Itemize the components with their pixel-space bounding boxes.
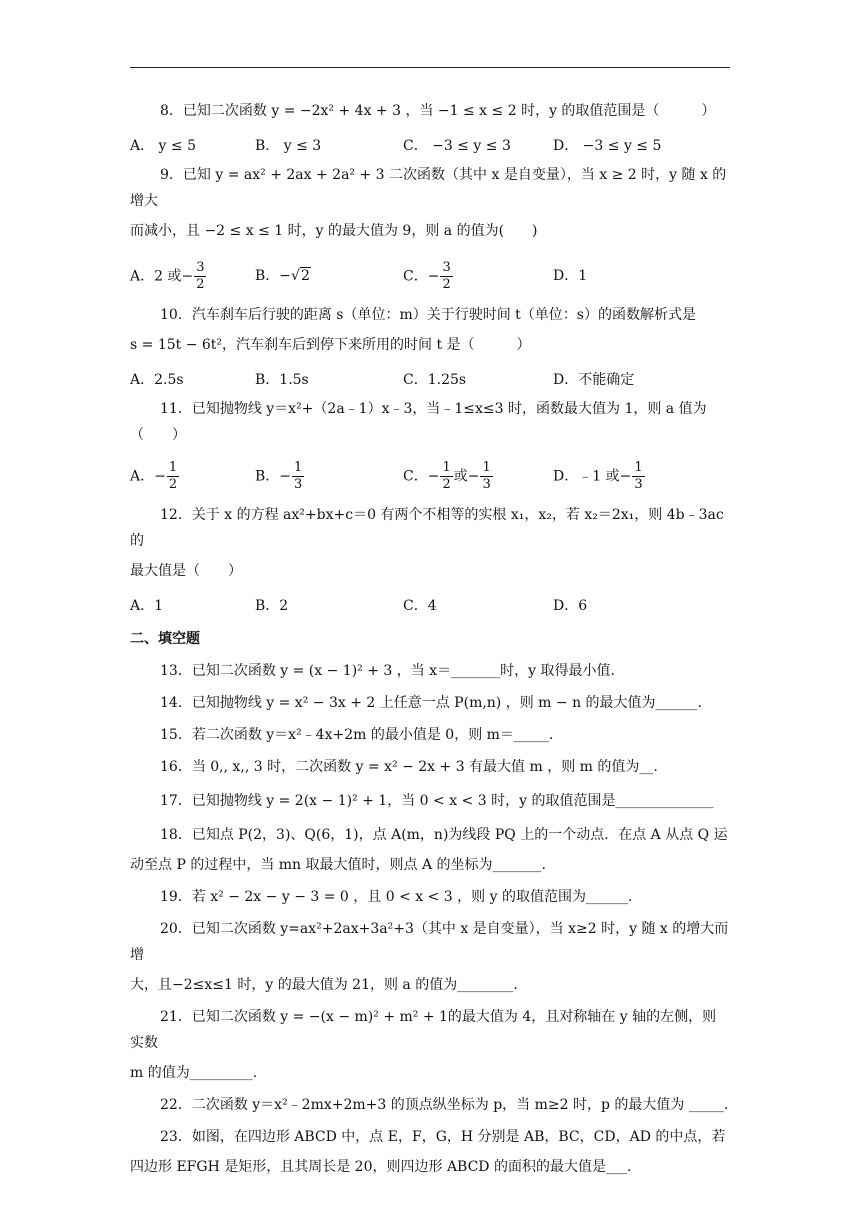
option-c: C． −3 ≤ y ≤ 3 <box>403 138 511 154</box>
question-16: 16．当 0,, x,, 3 时，二次函数 y = x² − 2x + 3 有最大值 m ，则 m 的值为__. <box>160 759 658 775</box>
fraction: $\frac{1}{2}$ <box>442 459 451 492</box>
question-21-line1: 21．已知二次函数 y = −(x − m)² + m² + 1的最大值为 4，且对称轴在 y 轴的左侧，则实数 <box>130 1009 717 1051</box>
document-body <box>130 98 730 1180</box>
fraction: $\frac{1}{2}$ <box>168 459 178 492</box>
question-18-line1: 18．已知点 P(2，3)、Q(6，1)，点 A(m，n)为线段 PQ 上的一个动点．在点 A 从点 Q 运 <box>160 827 728 843</box>
option-a: A．1 <box>130 598 164 614</box>
question-12-stem-line2: 最大值是（ ） <box>130 563 242 579</box>
option-c: C．1.25s <box>403 372 467 388</box>
fraction: $\frac{1}{3}$ <box>634 459 643 492</box>
question-8-stem: 8．已知二次函数 y = −2x² + 4x + 3 ，当 −1 ≤ x ≤ 2 时，y 的取值范围是（ ） <box>160 103 716 119</box>
fraction: $\frac{1}{3}$ <box>294 459 303 492</box>
question-23-line2: 四边形 EFGH 是矩形，且其周长是 20，则四边形 ABCD 的面积的最大值是___. <box>130 1159 632 1175</box>
question-9-stem-line2: 而减小，且 −2 ≤ x ≤ 1 时，y 的最大值为 9，则 a 的值为( ) <box>130 223 538 239</box>
question-10-options <box>130 366 730 394</box>
option-d: D． −3 ≤ y ≤ 5 <box>553 138 662 154</box>
option-b: B． y ≤ 3 <box>255 138 322 154</box>
question-9-options <box>130 256 730 296</box>
question-14: 14．已知抛物线 y = x² − 3x + 2 上任意一点 P(m,n) ，则 m − n 的最大值为______. <box>160 695 702 711</box>
question-22: 22．二次函数 y＝x²﹣2mx+2m+3 的顶点纵坐标为 p，当 m≥2 时，p 的最大值为 _____. <box>160 1097 729 1113</box>
header-rule <box>130 67 730 68</box>
question-17: 17．已知抛物线 y = 2(x − 1)² + 1，当 0 < x < 3 时，y 的取值范围是______________ <box>160 793 714 809</box>
question-23-line1: 23．如图，在四边形 ABCD 中，点 E，F，G，H 分别是 AB，BC，CD，AD 的中点，若 <box>160 1129 726 1145</box>
option-b: B．1.5s <box>255 372 309 388</box>
question-11-stem: 11．已知抛物线 y＝x²+（2a﹣1）x﹣3，当﹣1≤x≤3 时，函数最大值为 1，则 a 值为（ ） <box>130 401 707 443</box>
fraction: $\frac{3}{2}$ <box>196 259 205 292</box>
option-d: D．1 <box>553 268 588 284</box>
option-b: B．− $\frac{1}{3}$ <box>255 459 303 492</box>
option-d: D．不能确定 <box>553 372 635 388</box>
fraction: $\frac{3}{2}$ <box>442 259 451 292</box>
option-a: A．2.5s <box>130 372 184 388</box>
radicand: 2 <box>300 268 310 284</box>
option-d: D．6 <box>553 598 588 614</box>
option-c: C．− $\frac{3}{2}$ <box>403 259 451 292</box>
question-8-options <box>130 132 730 160</box>
question-10-stem-line1: 10．汽车刹车后行驶的距离 s（单位：m）关于行驶时间 t（单位：s）的函数解析式是 <box>160 307 696 323</box>
question-11-options <box>130 456 730 496</box>
option-a: A．2 或− $\frac{3}{2}$ <box>130 259 205 292</box>
question-12-options <box>130 592 730 620</box>
fraction: $\frac{1}{3}$ <box>482 459 491 492</box>
question-18-line2: 动至点 P 的过程中，当 mn 取最大值时，则点 A 的坐标为_______. <box>130 857 546 873</box>
option-d: D．﹣1 或− $\frac{1}{3}$ <box>553 459 643 492</box>
question-12-stem-line1: 12．关于 x 的方程 ax²+bx+c＝0 有两个不相等的实根 x₁，x₂，若 x₂＝2x₁，则 4b﹣3ac 的 <box>130 507 724 549</box>
question-10-stem-line2: s = 15t − 6t²，汽车刹车后到停下来所用的时间 t 是（ ） <box>130 337 531 353</box>
section-heading-fill-in: 二、填空题 <box>130 631 200 647</box>
option-a: A． y ≤ 5 <box>130 138 197 154</box>
option-b: B．2 <box>255 598 289 614</box>
question-9-stem-line1: 9．已知 y = ax² + 2ax + 2a² + 3 二次函数（其中 x 是自变量），当 x ≥ 2 时，y 随 x 的增大 <box>130 167 727 209</box>
question-19: 19．若 x² − 2x − y − 3 = 0 ，且 0 < x < 3 ，则 y 的取值范围为______. <box>160 889 633 905</box>
option-c: C．4 <box>403 598 437 614</box>
question-13: 13．已知二次函数 y = (x − 1)² + 3 ，当 x＝_______时，y 取得最小值. <box>160 663 615 679</box>
option-a: A．− $\frac{1}{2}$ <box>130 459 178 492</box>
question-15: 15．若二次函数 y＝x²﹣4x+2m 的最小值是 0，则 m＝_____. <box>160 727 554 743</box>
question-20-line2: 大，且−2≤x≤1 时，y 的最大值为 21，则 a 的值为________. <box>130 977 518 993</box>
option-b: B．−√2 <box>255 268 310 284</box>
option-c: C．− $\frac{1}{2}$ 或− $\frac{1}{3}$ <box>403 459 491 492</box>
question-21-line2: m 的值为_________. <box>130 1065 258 1081</box>
question-20-line1: 20．已知二次函数 y=ax²+2ax+3a²+3（其中 x 是自变量），当 x≥2 时，y 随 x 的增大而增 <box>130 921 729 963</box>
